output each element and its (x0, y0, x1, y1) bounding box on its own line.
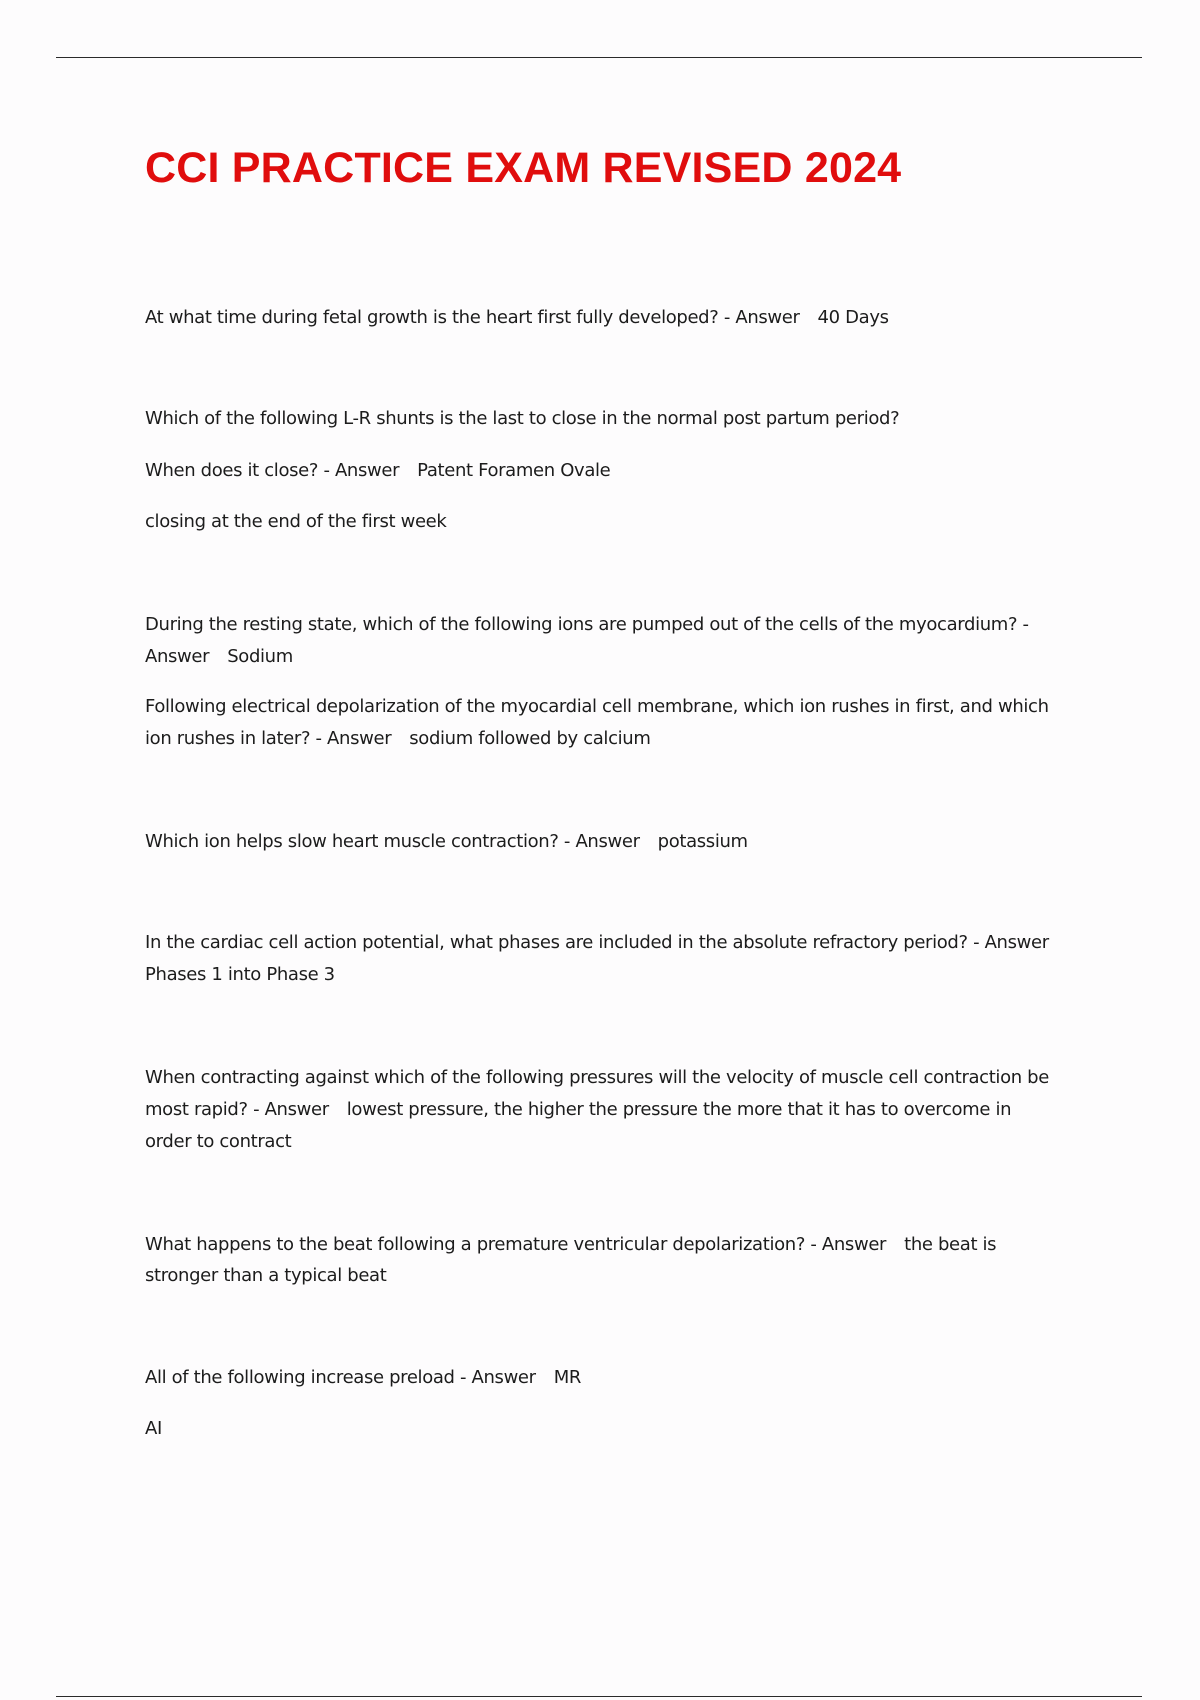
top-rule (56, 57, 1142, 58)
answer-refractory-period (145, 959, 1090, 991)
answer-text: 40 Days (817, 307, 889, 328)
question-fetal-heart (145, 302, 1090, 334)
question-text: When contracting against which of the following pressures will the velocity of muscle cell contraction be (145, 1067, 1049, 1088)
answer-text: potassium (657, 831, 748, 852)
answer-text: order to contract (145, 1131, 292, 1152)
question-text: Answer (145, 646, 210, 667)
question-slow-contraction (145, 826, 1090, 858)
question-text: When does it close? - Answer (145, 460, 400, 481)
question-text: Which ion helps slow heart muscle contraction? - Answer (145, 831, 640, 852)
question-text: most rapid? - Answer (145, 1099, 329, 1120)
answer-text: sodium followed by calcium (409, 728, 651, 749)
answer-text: MR (553, 1367, 582, 1388)
question-depolarization (145, 691, 1090, 723)
answer-text: lowest pressure, the higher the pressure the more that it has to overcome in (346, 1099, 1012, 1120)
answer-text: stronger than a typical beat (145, 1265, 387, 1286)
answer-continuation (145, 1260, 1090, 1292)
answer-text: closing at the end of the first week (145, 511, 447, 532)
question-depolarization-cont (145, 723, 1090, 755)
answer-continuation (145, 506, 1090, 538)
question-resting-state-cont (145, 641, 1090, 673)
question-text: Which of the following L-R shunts is the last to close in the normal post partum period? (145, 408, 900, 429)
question-text: In the cardiac cell action potential, what phases are included in the absolute refractory period? - Answer (145, 932, 1049, 953)
answer-text: Phases 1 into Phase 3 (145, 964, 335, 985)
answer-continuation (145, 1126, 1090, 1158)
question-text: At what time during fetal growth is the heart first fully developed? - Answer (145, 307, 800, 328)
question-contraction-velocity (145, 1062, 1090, 1094)
question-preload (145, 1362, 1090, 1394)
bottom-rule (56, 1696, 1142, 1697)
question-lr-shunt-cont (145, 455, 1090, 487)
question-lr-shunt (145, 403, 1090, 435)
question-text: Following electrical depolarization of the myocardial cell membrane, which ion rushes in first, and which (145, 696, 1049, 717)
question-premature-beat (145, 1229, 1090, 1261)
question-text: What happens to the beat following a premature ventricular depolarization? - Answer (145, 1234, 887, 1255)
question-contraction-velocity-cont (145, 1094, 1090, 1126)
answer-text: the beat is (904, 1234, 997, 1255)
question-text: During the resting state, which of the following ions are pumped out of the cells of the myocardium? - (145, 614, 1029, 635)
answer-text: AI (145, 1418, 162, 1439)
document-title: CCI PRACTICE EXAM REVISED 2024 (145, 144, 902, 192)
answer-text: Patent Foramen Ovale (417, 460, 611, 481)
answer-continuation (145, 1413, 1090, 1445)
question-resting-state (145, 609, 1090, 641)
question-text: All of the following increase preload - Answer (145, 1367, 536, 1388)
answer-text: Sodium (227, 646, 293, 667)
question-refractory-period (145, 927, 1090, 959)
question-text: ion rushes in later? - Answer (145, 728, 392, 749)
